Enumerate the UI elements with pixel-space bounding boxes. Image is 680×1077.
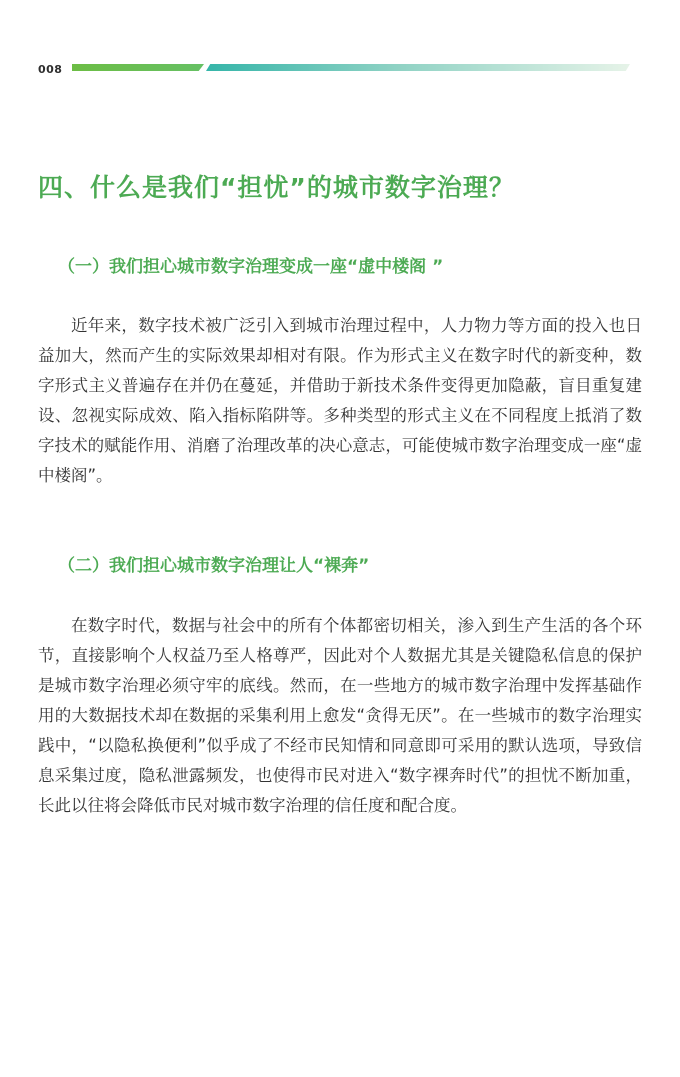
subsection-paragraph-1: 近年来，数字技术被广泛引入到城市治理过程中，人力物力等方面的投入也日益加大，然而产生的实际效果却相对有限。作为形式主义在数字时代的新变种，数字形式主义普遍存在并仍在蔓延，并借助于新技术条件变得更加隐蔽，盲目重复建设、忽视实际成效、陷入指标陷阱等。多种类型的形式主义在不同程度上抵消了数字技术的赋能作用、消磨了治理改革的决心意志，可能使城市数字治理变成一座“虚中楼阁”。 bbox=[38, 316, 642, 485]
page-number: 008 bbox=[38, 63, 63, 76]
subsection-heading-2: （二）我们担心城市数字治理让人“裸奔” bbox=[58, 556, 370, 576]
header-decorative-bar-green bbox=[72, 64, 204, 71]
page-header bbox=[38, 60, 638, 80]
section-title: 四、什么是我们“担忧”的城市数字治理？ bbox=[38, 173, 515, 202]
subsection-heading-1: （一）我们担心城市数字治理变成一座“虚中楼阁 ” bbox=[58, 257, 444, 277]
header-decorative-bar-teal bbox=[206, 64, 630, 71]
subsection-paragraph-2: 在数字时代，数据与社会中的所有个体都密切相关，渗入到生产生活的各个环节，直接影响个人权益乃至人格尊严，因此对个人数据尤其是关键隐私信息的保护是城市数字治理必须守牢的底线。然而，在一些地方的城市数字治理中发挥基础作用的大数据技术却在数据的采集利用上愈发“贪得无厌”。在一些城市的数字治理实践中，“以隐私换便利”似乎成了不经市民知情和同意即可采用的默认选项，导致信息采集过度，隐私泄露频发，也使得市民对进入“数字裸奔时代”的担忧不断加重，长此以往将会降低市民对城市数字治理的信任度和配合度。 bbox=[38, 616, 642, 815]
